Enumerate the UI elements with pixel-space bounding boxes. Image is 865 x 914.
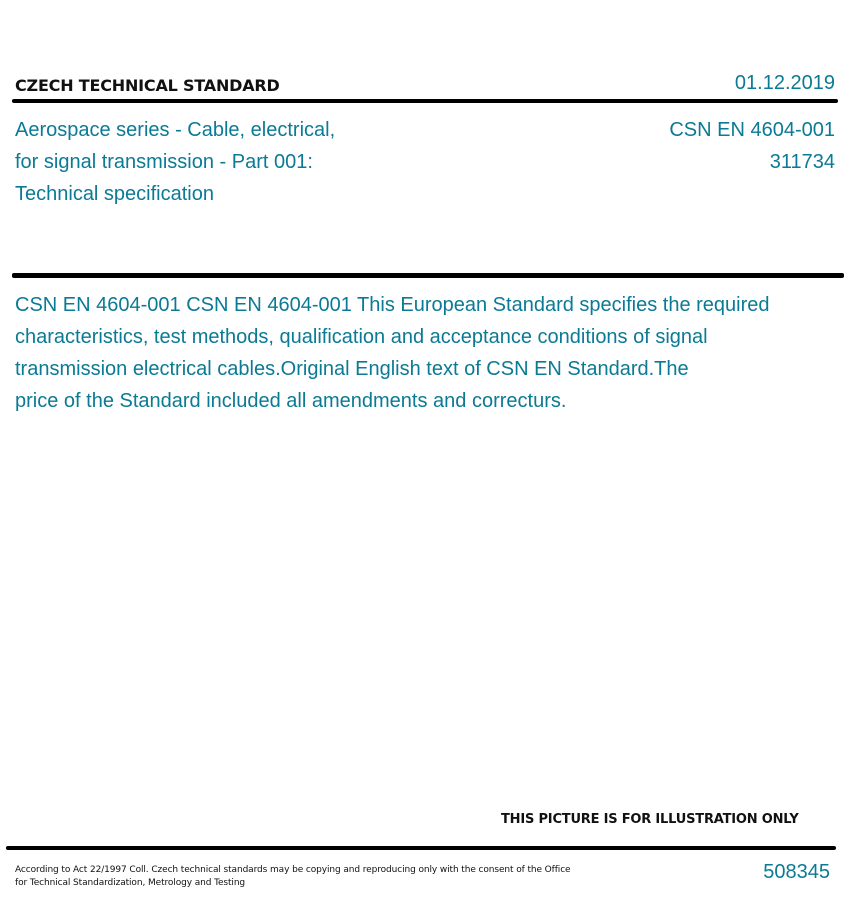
standard-title-line: for signal transmission - Part 001: [15,151,313,173]
title-divider [12,273,844,278]
footer-divider [6,846,836,850]
legal-notice-line: for Technical Standardization, Metrology and Testing [15,878,246,888]
standard-title-line: Technical specification [15,183,214,205]
legal-notice [15,864,571,890]
publication-date: 01.12.2019 [734,72,835,94]
description-line: price of the Standard included all amendments and correcturs. [15,390,567,412]
classification-number: 311734 [769,151,835,173]
standard-title-line: Aerospace series - Cable, electrical, [15,119,336,141]
document-number: 508345 [763,861,830,883]
standard-title [15,114,335,210]
legal-notice-line: According to Act 22/1997 Coll. Czech technical standards may be copying and reproducing only with the consent of the Office [15,865,571,875]
document-header-title: CZECH TECHNICAL STANDARD [15,76,280,95]
standard-codes [669,114,835,178]
header-divider [12,99,838,103]
description-line: transmission electrical cables.Original English text of CSN EN Standard.The [15,358,689,380]
standard-code: CSN EN 4604-001 [669,119,835,141]
standard-description [15,289,855,417]
description-line: characteristics, test methods, qualification and acceptance conditions of signal [15,326,708,348]
description-line: CSN EN 4604-001 CSN EN 4604-001 This European Standard specifies the required [15,294,770,316]
illustration-note: THIS PICTURE IS FOR ILLUSTRATION ONLY [501,812,799,827]
